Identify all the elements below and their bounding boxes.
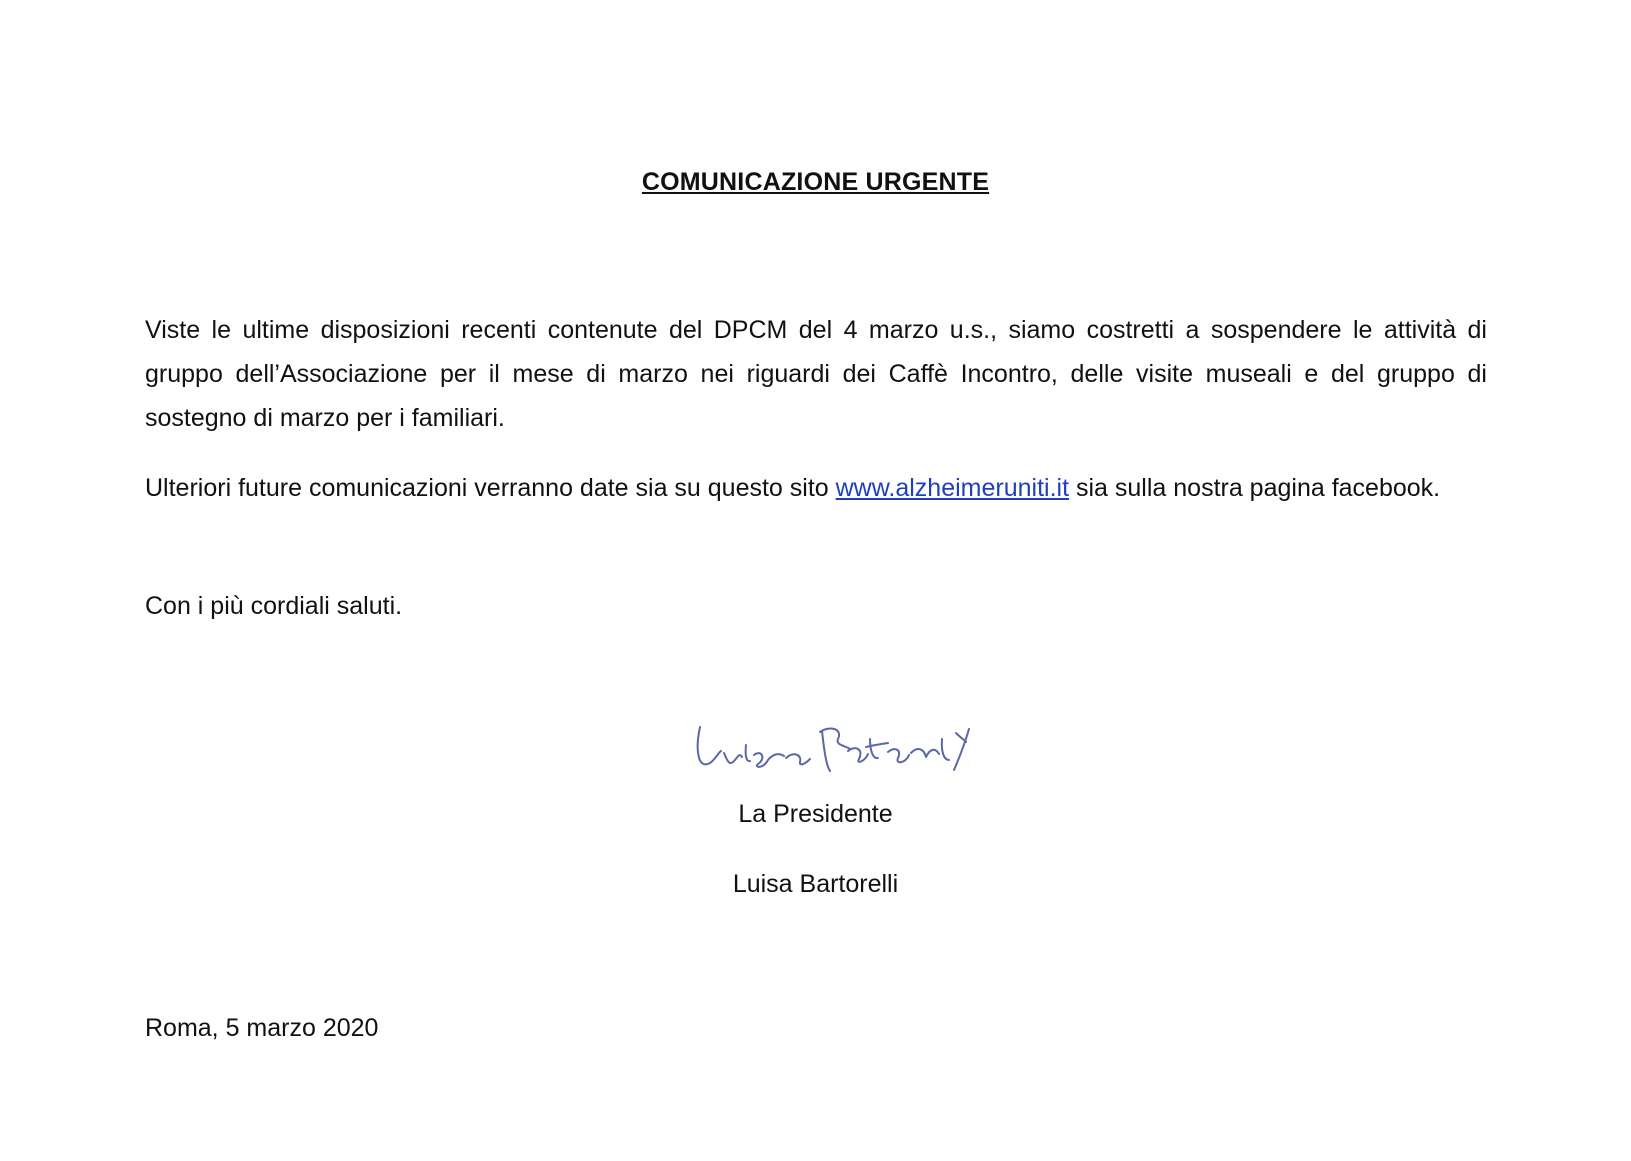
closing-greeting: Con i più cordiali saluti. [145, 592, 403, 620]
signatory-name: Luisa Bartorelli [732, 870, 899, 898]
paragraph-text-after-link: sia sulla nostra pagina facebook. [1069, 474, 1441, 502]
paragraph-suspension-notice: Viste le ultime disposizioni recenti contenute del DPCM del 4 marzo u.s., siamo costretti a sospendere le attività di gruppo dell’Associazione per il mese di marzo nei riguardi dei Caffè Incontro, delle visite museali e del gruppo di sostegno di marzo per i familiari. [145, 316, 1487, 432]
document-title: COMUNICAZIONE URGENTE [641, 168, 990, 196]
paragraph-future-communications [145, 466, 1487, 510]
website-link[interactable]: www.alzheimeruniti.it [835, 474, 1070, 502]
place-and-date: Roma, 5 marzo 2020 [145, 1014, 379, 1042]
handwritten-signature [690, 715, 980, 795]
paragraph-text-before-link: Ulteriori future comunicazioni verranno date sia su questo sito [145, 474, 836, 502]
signatory-role: La Presidente [738, 800, 893, 828]
